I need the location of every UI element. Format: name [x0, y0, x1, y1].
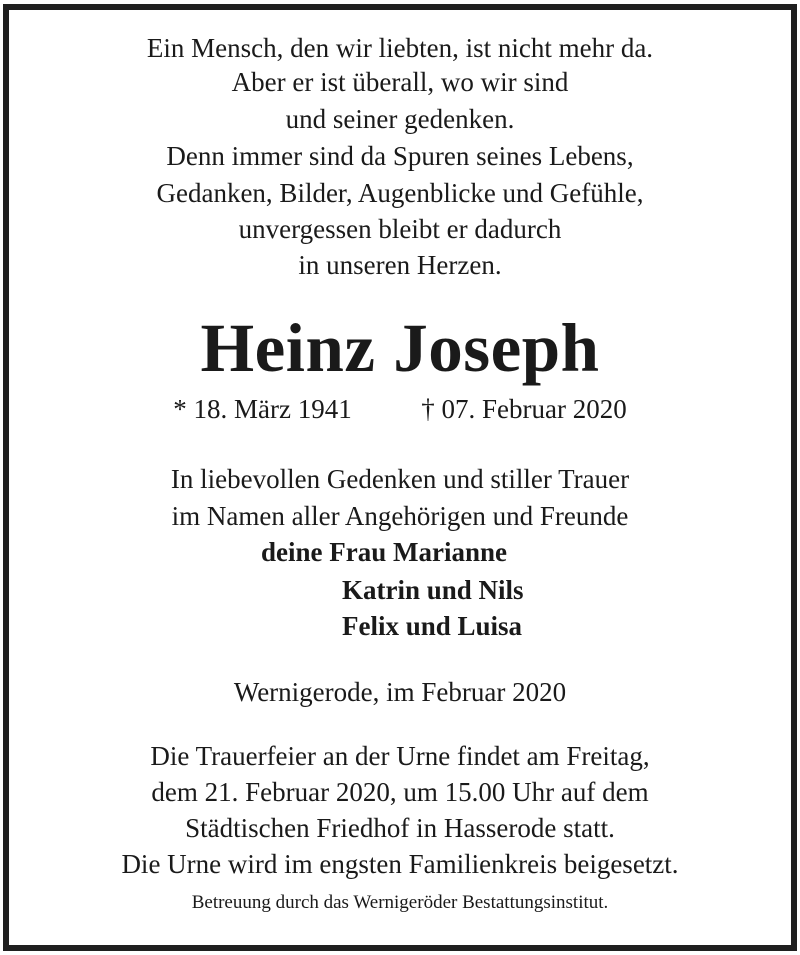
family-member-3: Felix und Luisa: [342, 611, 523, 641]
ceremony-line-1: Die Trauerfeier an der Urne findet am Freitag,: [150, 741, 650, 771]
poem-line-6: unvergessen bleibt er dadurch: [238, 214, 562, 244]
deceased-name: Heinz Joseph: [200, 310, 600, 386]
ceremony-line-4: Die Urne wird im engsten Familienkreis beigesetzt.: [121, 849, 679, 879]
poem-line-2: Aber er ist überall, wo wir sind: [231, 67, 569, 97]
family-member-1: deine Frau Marianne: [261, 537, 507, 567]
funeral-home-note: Betreuung durch das Wernigeröder Bestattungsinstitut.: [191, 892, 609, 913]
ceremony-line-2: dem 21. Februar 2020, um 15.00 Uhr auf dem: [151, 777, 649, 807]
place-date: Wernigerode, im Februar 2020: [233, 677, 567, 707]
poem-line-7: in unseren Herzen.: [298, 250, 502, 280]
family-member-2: Katrin und Nils: [342, 575, 524, 605]
poem-line-5: Gedanken, Bilder, Augenblicke und Gefühle,: [156, 178, 644, 208]
mourning-line-1: In liebevollen Gedenken und stiller Trauer: [170, 464, 630, 494]
birth-date: * 18. März 1941: [173, 394, 352, 424]
poem-line-4: Denn immer sind da Spuren seines Lebens,: [166, 141, 634, 171]
poem-line-1: Ein Mensch, den wir liebten, ist nicht mehr da.: [146, 33, 654, 63]
death-date: † 07. Februar 2020: [421, 394, 627, 424]
ceremony-line-3: Städtischen Friedhof in Hasserode statt.: [185, 813, 615, 843]
life-dates: [0, 392, 800, 426]
poem-line-3: und seiner gedenken.: [285, 104, 515, 134]
mourning-line-2: im Namen aller Angehörigen und Freunde: [171, 501, 629, 531]
